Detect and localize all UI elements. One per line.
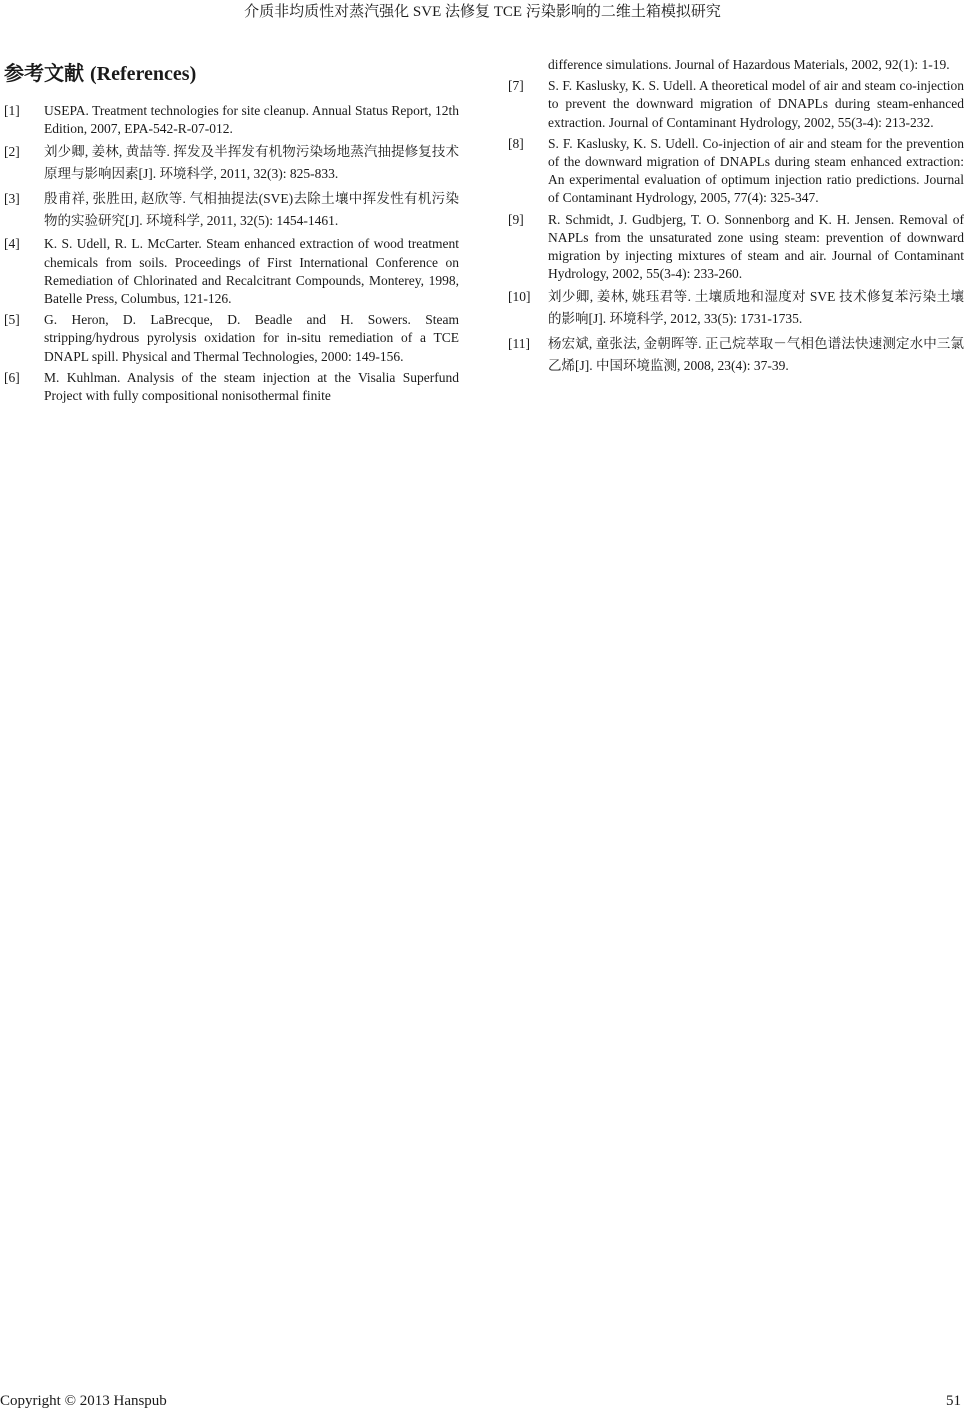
reference-number: [2]	[4, 144, 20, 160]
reference-number: [1]	[4, 103, 20, 118]
references-heading-zh: 参考文献	[4, 63, 84, 85]
reference-number: [6]	[4, 369, 20, 385]
right-column	[508, 56, 964, 380]
reference-item	[508, 211, 964, 284]
reference-text: K. S. Udell, R. L. McCarter. Steam enhanced extraction of wood treatment chemicals from soils. Proceedings of First International Conference on Remediation of Chlorinated and Recalcitrant Compounds, Monterey, 1998, Batelle Press, Columbus, 121-126.	[44, 236, 459, 307]
reference-text: USEPA. Treatment technologies for site cleanup. Annual Status Report, 12th Edition, 2007, EPA-542-R-07-012.	[44, 103, 459, 137]
reference-list-left	[4, 102, 459, 405]
reference-item	[4, 235, 459, 308]
reference-number: [5]	[4, 312, 20, 328]
reference-item	[508, 286, 964, 330]
reference-number: [4]	[4, 236, 20, 252]
reference-text: S. F. Kaslusky, K. S. Udell. Co-injection of air and steam for the prevention of the downward migration of DNAPLs during steam enhanced extraction: An experimental evaluation of optimum injection ratio predictions. Journal of Contaminant Hydrology, 2005, 77(4): 325-347.	[548, 135, 964, 206]
reference-item	[508, 333, 964, 377]
references-heading	[4, 60, 459, 88]
reference-text: 刘少卿, 姜林, 黄喆等. 挥发及半挥发有机物污染场地蒸汽抽提修复技术原理与影响因素[J]. 环境科学, 2011, 32(3): 825-833.	[44, 144, 459, 182]
reference-continuation	[508, 56, 964, 74]
reference-text: 殷甫祥, 张胜田, 赵欣等. 气相抽提法(SVE)去除土壤中挥发性有机污染物的实验研究[J]. 环境科学, 2011, 32(5): 1454-1461.	[44, 191, 459, 229]
reference-item	[508, 135, 964, 208]
reference-list-right	[508, 56, 964, 377]
reference-number: [3]	[4, 191, 20, 207]
copyright-notice: Copyright © 2013 Hanspub	[0, 1393, 167, 1409]
references-heading-en: (References)	[90, 63, 197, 85]
reference-number: [8]	[508, 135, 524, 151]
reference-text: G. Heron, D. LaBrecque, D. Beadle and H. Sowers. Steam stripping/hydrous pyrolysis oxidation for in-situ remediation of a TCE DNAPL spill. Physical and Thermal Technologies, 2000: 149-156.	[44, 312, 459, 364]
reference-item	[508, 77, 964, 132]
reference-number: [9]	[508, 211, 524, 227]
reference-text: S. F. Kaslusky, K. S. Udell. A theoretical model of air and steam co-injection to prevent the downward migration of DNAPLs during steam-enhanced extraction. Journal of Contaminant Hydrology, 2002, 55(3-4): 213-232.	[548, 78, 964, 130]
reference-text: M. Kuhlman. Analysis of the steam injection at the Visalia Superfund Project with fully compositional nonisothermal finite	[44, 369, 459, 404]
running-header: 介质非均质性对蒸汽强化 SVE 法修复 TCE 污染影响的二维土箱模拟研究	[244, 4, 721, 20]
left-column	[4, 56, 459, 408]
reference-item	[4, 369, 459, 405]
reference-item	[4, 141, 459, 185]
reference-text: R. Schmidt, J. Gudbjerg, T. O. Sonnenborg and K. H. Jensen. Removal of NAPLs from the unsaturated zone using steam: prevention of downward migration by injecting mixtures of steam and air. Journal of Contaminant Hydrology, 2002, 55(3-4): 233-260.	[548, 211, 964, 282]
reference-item	[4, 311, 459, 366]
reference-item	[4, 102, 459, 138]
reference-number: [7]	[508, 78, 524, 94]
reference-text: difference simulations. Journal of Hazardous Materials, 2002, 92(1): 1-19.	[548, 57, 950, 72]
reference-number: [11]	[508, 336, 530, 352]
reference-number: [10]	[508, 289, 531, 305]
page-footer	[0, 1392, 965, 1414]
page-number: 51	[946, 1393, 961, 1409]
reference-text: 杨宏斌, 童张法, 金朝晖等. 正己烷萃取－气相色谱法快速测定水中三氯乙烯[J]. 中国环境监测, 2008, 23(4): 37-39.	[548, 336, 964, 374]
reference-text: 刘少卿, 姜林, 姚珏君等. 土壤质地和湿度对 SVE 技术修复苯污染土壤的影响[J]. 环境科学, 2012, 33(5): 1731-1735.	[548, 289, 964, 327]
reference-item	[4, 188, 459, 232]
